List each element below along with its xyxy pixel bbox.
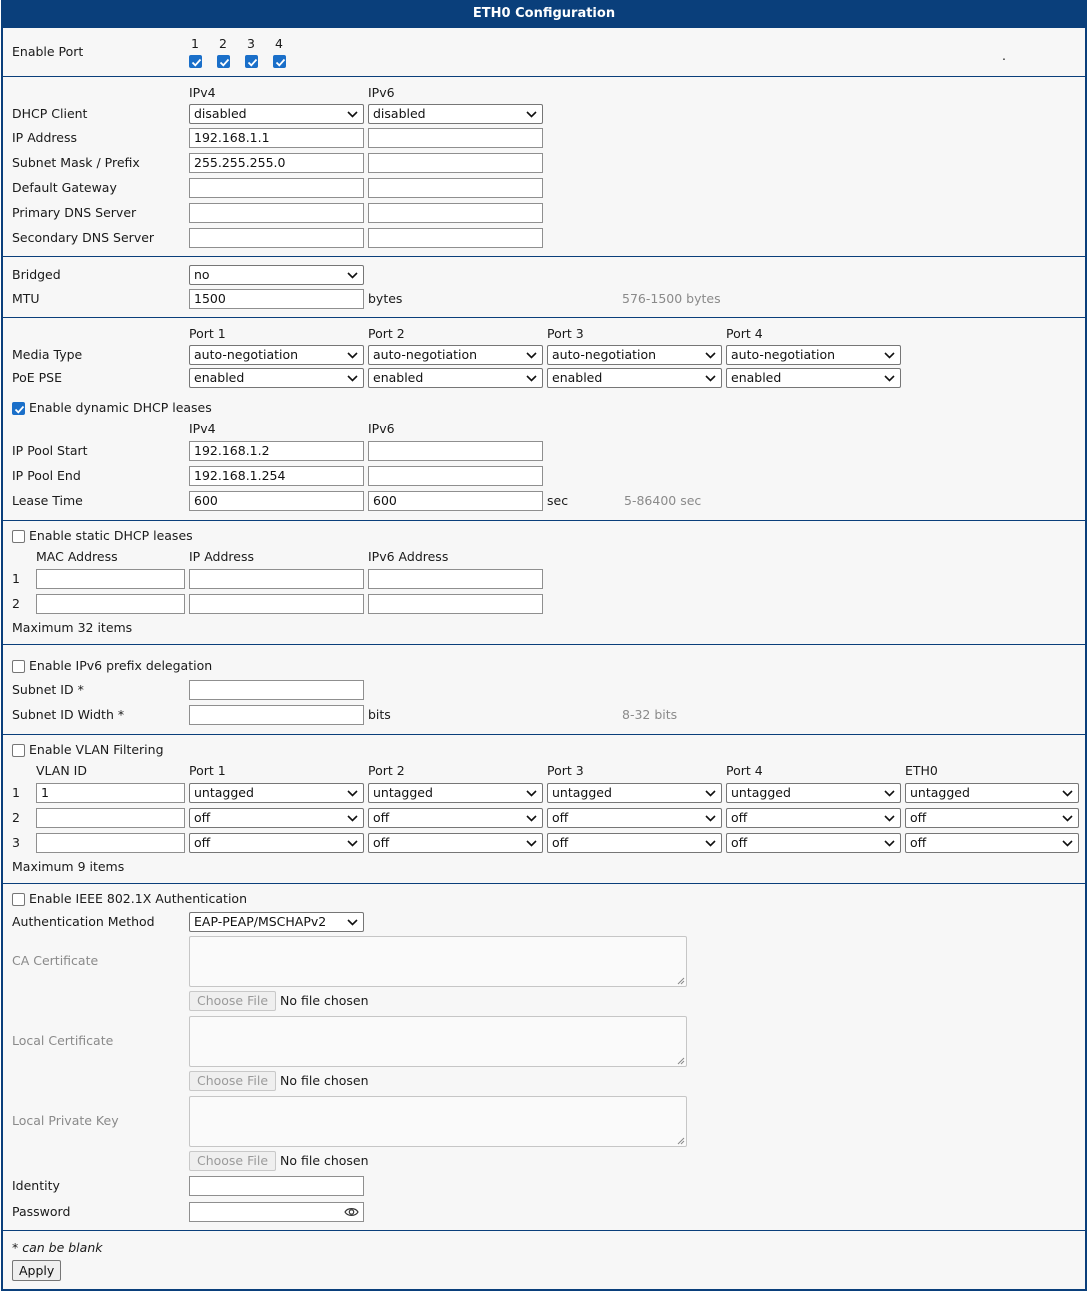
- enable-port-label: Enable Port: [12, 44, 84, 59]
- vlan-max-items: Maximum 9 items: [12, 859, 125, 874]
- check-icon: [219, 57, 230, 68]
- ipv4-column-header: IPv4: [189, 421, 216, 436]
- chevron-down-icon: [1062, 788, 1073, 798]
- ca-file-status: No file chosen: [280, 993, 369, 1008]
- enable-dynamic-dhcp-label: Enable dynamic DHCP leases: [29, 400, 212, 415]
- subnet-label: Subnet Mask / Prefix: [12, 155, 140, 170]
- poe-pse-label: PoE PSE: [12, 370, 62, 385]
- subnet-id-width-hint: 8-32 bits: [622, 707, 678, 722]
- chevron-down-icon: [1062, 838, 1073, 848]
- chevron-down-icon: [1062, 813, 1073, 823]
- local-private-key-label: Local Private Key: [12, 1113, 119, 1128]
- lease-time-unit: sec: [547, 493, 569, 508]
- subnet-id-width-input[interactable]: [189, 705, 364, 725]
- ip-address-ipv6-input[interactable]: [368, 128, 543, 148]
- row-number: 1: [12, 785, 20, 800]
- ca-certificate-label: CA Certificate: [12, 953, 99, 968]
- blank-note: * can be blank: [12, 1240, 103, 1255]
- ipv6-column-header: IPv6: [368, 421, 395, 436]
- chevron-down-icon: [884, 813, 895, 823]
- port-2-number: 2: [219, 36, 227, 51]
- identity-input[interactable]: [189, 1176, 364, 1196]
- local-certificate-textarea[interactable]: [189, 1016, 687, 1067]
- enable-8021x-checkbox[interactable]: [12, 893, 25, 906]
- local-cert-choose-file-button[interactable]: Choose File: [189, 1071, 276, 1091]
- chevron-down-icon: [526, 109, 537, 119]
- bridged-select[interactable]: no: [189, 265, 364, 285]
- config-panel: [1, 0, 1087, 1291]
- enable-static-dhcp-checkbox[interactable]: [12, 530, 25, 543]
- vlan-id-input[interactable]: [36, 808, 185, 828]
- secondary-dns-ipv6-input[interactable]: [368, 228, 543, 248]
- resize-grip-icon: [676, 1056, 685, 1065]
- chevron-down-icon: [347, 917, 358, 927]
- auth-method-select[interactable]: EAP-PEAP/MSCHAPv2: [189, 912, 364, 932]
- vlan-port-select[interactable]: untagged: [547, 783, 722, 803]
- media-section: [3, 318, 1085, 398]
- lease-time-label: Lease Time: [12, 493, 83, 508]
- private-key-choose-file-button[interactable]: Choose File: [189, 1151, 276, 1171]
- check-icon: [14, 404, 25, 415]
- row-number: 1: [12, 571, 20, 586]
- chevron-down-icon: [347, 350, 358, 360]
- enable-port-2-checkbox[interactable]: [217, 55, 230, 68]
- vlan-id-header: VLAN ID: [36, 763, 87, 778]
- port-4-header: Port 4: [726, 326, 763, 341]
- ip-address-label: IP Address: [12, 130, 77, 145]
- mtu-hint: 576-1500 bytes: [622, 291, 721, 306]
- poe-port-1-select[interactable]: enabled: [189, 368, 364, 388]
- chevron-down-icon: [705, 350, 716, 360]
- chevron-down-icon: [705, 373, 716, 383]
- chevron-down-icon: [526, 813, 537, 823]
- pool-end-label: IP Pool End: [12, 468, 81, 483]
- primary-dns-label: Primary DNS Server: [12, 205, 137, 220]
- auth-method-label: Authentication Method: [12, 914, 155, 929]
- chevron-down-icon: [705, 788, 716, 798]
- media-type-port-3-select[interactable]: auto-negotiation: [547, 345, 722, 365]
- footer-section: [3, 1231, 1085, 1289]
- mtu-unit: bytes: [368, 291, 403, 306]
- vlan-id-input[interactable]: 1: [36, 783, 185, 803]
- ip-section: [3, 77, 1085, 256]
- enable-port-1-checkbox[interactable]: [189, 55, 202, 68]
- media-type-port-2-select[interactable]: auto-negotiation: [368, 345, 543, 365]
- chevron-down-icon: [526, 838, 537, 848]
- vlan-port-select[interactable]: off: [189, 833, 364, 853]
- ca-choose-file-button[interactable]: Choose File: [189, 991, 276, 1011]
- enable-vlan-filtering-checkbox[interactable]: [12, 744, 25, 757]
- port-1-header: Port 1: [189, 326, 226, 341]
- vlan-port-select[interactable]: untagged: [189, 783, 364, 803]
- subnet-ipv4-input[interactable]: 255.255.255.0: [189, 153, 364, 173]
- mtu-label: MTU: [12, 291, 40, 306]
- bridge-section: [3, 257, 1085, 317]
- identity-label: Identity: [12, 1178, 60, 1193]
- prefix-delegation-section: [3, 645, 1085, 734]
- vlan-port-select[interactable]: off: [726, 808, 901, 828]
- chevron-down-icon: [884, 373, 895, 383]
- enable-prefix-delegation-label: Enable IPv6 prefix delegation: [29, 658, 213, 673]
- pool-end-ipv6-input[interactable]: [368, 466, 543, 486]
- vlan-port-select[interactable]: off: [905, 833, 1079, 853]
- static-ipv6-input[interactable]: [368, 594, 543, 614]
- local-cert-file-status: No file chosen: [280, 1073, 369, 1088]
- chevron-down-icon: [347, 838, 358, 848]
- port-1-number: 1: [191, 36, 199, 51]
- pool-start-ipv4-input[interactable]: 192.168.1.2: [189, 441, 364, 461]
- primary-dns-ipv4-input[interactable]: [189, 203, 364, 223]
- port-3-header: Port 3: [547, 763, 584, 778]
- vlan-port-select[interactable]: off: [368, 808, 543, 828]
- vlan-port-select[interactable]: off: [189, 808, 364, 828]
- secondary-dns-label: Secondary DNS Server: [12, 230, 155, 245]
- static-mac-input[interactable]: [36, 569, 185, 589]
- local-certificate-label: Local Certificate: [12, 1033, 114, 1048]
- pool-end-ipv4-input[interactable]: 192.168.1.254: [189, 466, 364, 486]
- chevron-down-icon: [347, 788, 358, 798]
- resize-grip-icon: [676, 976, 685, 985]
- pool-start-ipv6-input[interactable]: [368, 441, 543, 461]
- row-number: 3: [12, 835, 20, 850]
- media-type-port-4-select[interactable]: auto-negotiation: [726, 345, 901, 365]
- vlan-port-select[interactable]: untagged: [905, 783, 1079, 803]
- enable-vlan-filtering-label: Enable VLAN Filtering: [29, 742, 164, 757]
- show-password-eye-icon[interactable]: [344, 1206, 359, 1218]
- check-icon: [275, 57, 286, 68]
- media-type-label: Media Type: [12, 347, 83, 362]
- vlan-id-input[interactable]: [36, 833, 185, 853]
- resize-grip-icon: [676, 1136, 685, 1145]
- enable-port-section: [3, 28, 1085, 76]
- eth0-header: ETH0: [905, 763, 938, 778]
- vlan-port-select[interactable]: untagged: [368, 783, 543, 803]
- chevron-down-icon: [884, 788, 895, 798]
- chevron-down-icon: [347, 373, 358, 383]
- private-key-file-status: No file chosen: [280, 1153, 369, 1168]
- check-icon: [247, 57, 258, 68]
- enable-port-4-checkbox[interactable]: [273, 55, 286, 68]
- ipv6-column-header: IPv6 Address: [368, 549, 449, 564]
- port-2-header: Port 2: [368, 763, 405, 778]
- password-input[interactable]: [189, 1202, 364, 1222]
- chevron-down-icon: [526, 788, 537, 798]
- static-mac-input[interactable]: [36, 594, 185, 614]
- port-1-header: Port 1: [189, 763, 226, 778]
- ca-certificate-textarea[interactable]: [189, 936, 687, 987]
- media-type-port-1-select[interactable]: auto-negotiation: [189, 345, 364, 365]
- vlan-port-select[interactable]: off: [547, 808, 722, 828]
- ip-address-ipv4-input[interactable]: 192.168.1.1: [189, 128, 364, 148]
- ipv6-column-header: IPv6: [368, 85, 395, 100]
- chevron-down-icon: [347, 109, 358, 119]
- panel-title: ETH0 Configuration: [3, 0, 1085, 28]
- chevron-down-icon: [884, 838, 895, 848]
- lease-time-hint: 5-86400 sec: [624, 493, 702, 508]
- auth-section: [3, 884, 1085, 1230]
- bridged-label: Bridged: [12, 267, 61, 282]
- chevron-down-icon: [347, 813, 358, 823]
- gateway-label: Default Gateway: [12, 180, 117, 195]
- dhcp-client-label: DHCP Client: [12, 106, 88, 121]
- secondary-dns-ipv4-input[interactable]: [189, 228, 364, 248]
- gateway-ipv6-input[interactable]: [368, 178, 543, 198]
- poe-port-4-select[interactable]: enabled: [726, 368, 901, 388]
- primary-dns-ipv6-input[interactable]: [368, 203, 543, 223]
- local-private-key-textarea[interactable]: [189, 1096, 687, 1147]
- dhcp-client-ipv4-select[interactable]: disabled: [189, 104, 364, 124]
- enable-prefix-delegation-checkbox[interactable]: [12, 660, 25, 673]
- port-2-header: Port 2: [368, 326, 405, 341]
- vlan-port-select[interactable]: untagged: [726, 783, 901, 803]
- subnet-id-width-label: Subnet ID Width *: [12, 707, 125, 722]
- vlan-port-select[interactable]: off: [726, 833, 901, 853]
- lease-time-ipv6-input[interactable]: 600: [368, 491, 543, 511]
- chevron-down-icon: [347, 270, 358, 280]
- enable-static-dhcp-label: Enable static DHCP leases: [29, 528, 193, 543]
- static-ipv6-input[interactable]: [368, 569, 543, 589]
- vlan-section: [3, 735, 1085, 883]
- subnet-id-label: Subnet ID *: [12, 682, 84, 697]
- apply-button[interactable]: Apply: [12, 1260, 61, 1281]
- static-ip-input[interactable]: [189, 569, 364, 589]
- ipv4-column-header: IPv4: [189, 85, 216, 100]
- row-number: 2: [12, 596, 20, 611]
- gateway-ipv4-input[interactable]: [189, 178, 364, 198]
- stray-dot: .: [1002, 48, 1006, 63]
- enable-8021x-label: Enable IEEE 802.1X Authentication: [29, 891, 247, 906]
- password-label: Password: [12, 1204, 71, 1219]
- vlan-port-select[interactable]: off: [368, 833, 543, 853]
- vlan-port-select[interactable]: off: [547, 833, 722, 853]
- dhcp-dynamic-section: [3, 398, 1085, 520]
- chevron-down-icon: [705, 838, 716, 848]
- subnet-id-width-unit: bits: [368, 707, 391, 722]
- static-ip-input[interactable]: [189, 594, 364, 614]
- mtu-input[interactable]: 1500: [189, 289, 364, 309]
- check-icon: [191, 57, 202, 68]
- ip-column-header: IP Address: [189, 549, 254, 564]
- chevron-down-icon: [526, 373, 537, 383]
- port-3-header: Port 3: [547, 326, 584, 341]
- enable-port-3-checkbox[interactable]: [245, 55, 258, 68]
- chevron-down-icon: [884, 350, 895, 360]
- prefix-ipv6-input[interactable]: [368, 153, 543, 173]
- dhcp-static-section: [3, 521, 1085, 644]
- port-4-number: 4: [275, 36, 283, 51]
- row-number: 2: [12, 810, 20, 825]
- subnet-id-input[interactable]: [189, 680, 364, 700]
- dhcp-client-ipv6-select[interactable]: disabled: [368, 104, 543, 124]
- lease-time-ipv4-input[interactable]: 600: [189, 491, 364, 511]
- mac-column-header: MAC Address: [36, 549, 118, 564]
- static-max-items: Maximum 32 items: [12, 620, 133, 635]
- port-4-header: Port 4: [726, 763, 763, 778]
- enable-dynamic-dhcp-checkbox[interactable]: [12, 402, 25, 415]
- port-3-number: 3: [247, 36, 255, 51]
- poe-port-3-select[interactable]: enabled: [547, 368, 722, 388]
- vlan-port-select[interactable]: off: [905, 808, 1079, 828]
- chevron-down-icon: [526, 350, 537, 360]
- poe-port-2-select[interactable]: enabled: [368, 368, 543, 388]
- chevron-down-icon: [705, 813, 716, 823]
- pool-start-label: IP Pool Start: [12, 443, 88, 458]
